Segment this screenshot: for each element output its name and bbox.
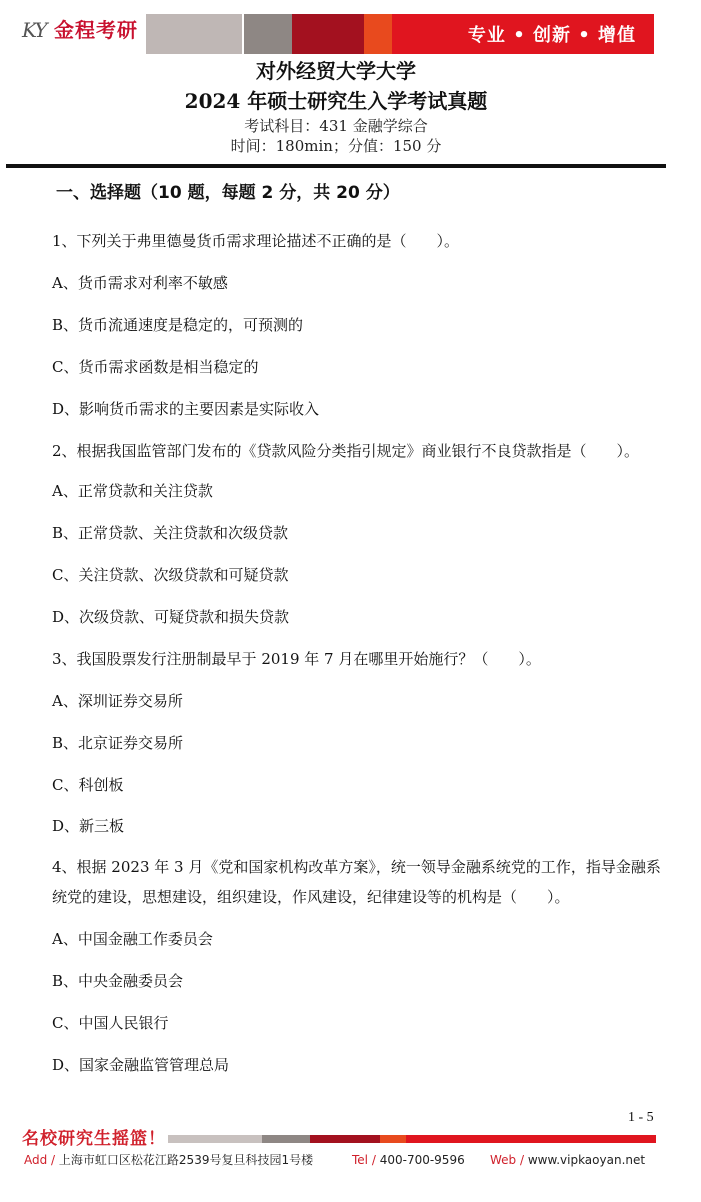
question-stem: 2、根据我国监管部门发布的《贷款风险分类指引规定》商业银行不良贷款指是（ ）。 bbox=[52, 442, 640, 460]
question-option: B、货币流通速度是稳定的，可预测的 bbox=[52, 316, 304, 334]
footer-phone bbox=[352, 1152, 465, 1168]
question-option: B、中央金融委员会 bbox=[52, 972, 184, 990]
question-stem: 3、我国股票发行注册制最早于 2019 年 7 月在哪里开始施行？（ ）。 bbox=[52, 650, 541, 668]
question-option: D、影响货币需求的主要因素是实际收入 bbox=[52, 400, 320, 418]
phone-label: Tel / bbox=[352, 1153, 376, 1167]
footer-bar-dark-gray bbox=[262, 1135, 310, 1143]
address-label: Add / bbox=[24, 1153, 56, 1167]
header-bar-gray bbox=[146, 14, 242, 54]
footer-address bbox=[24, 1152, 313, 1168]
website-label: Web / bbox=[490, 1153, 525, 1167]
exam-title: 2024 年硕士研究生入学考试真题 bbox=[184, 89, 488, 113]
footer-website bbox=[490, 1152, 645, 1168]
header-tagline: 专业 • 创新 • 增值 bbox=[467, 25, 636, 46]
header-divider bbox=[6, 164, 666, 168]
page-number: 1 - 5 bbox=[628, 1110, 654, 1125]
header-bar-dark-red bbox=[292, 14, 364, 54]
section-heading: 一、选择题（10 题，每题 2 分，共 20 分） bbox=[56, 183, 400, 203]
question-option: D、国家金融监管管理总局 bbox=[52, 1056, 230, 1074]
footer-bar-orange bbox=[380, 1135, 406, 1143]
question-option: A、正常贷款和关注贷款 bbox=[52, 482, 213, 500]
address-value: 上海市虹口区松花江路2539号复旦科技园1号楼 bbox=[58, 1153, 314, 1167]
question-option: C、关注贷款、次级贷款和可疑贷款 bbox=[52, 566, 289, 584]
logo-mark: KY bbox=[22, 18, 46, 42]
question-option: C、货币需求函数是相当稳定的 bbox=[52, 358, 259, 376]
logo-text: 金程考研 bbox=[54, 18, 138, 42]
header-bar-orange bbox=[364, 14, 392, 54]
header-bar-dark-gray bbox=[244, 14, 292, 54]
question-option: A、货币需求对利率不敏感 bbox=[52, 274, 228, 292]
question-stem: 1、下列关于弗里德曼货币需求理论描述不正确的是（ ）。 bbox=[52, 232, 460, 250]
question-option: D、次级贷款、可疑贷款和损失贷款 bbox=[52, 608, 290, 626]
footer-bar-red bbox=[406, 1135, 656, 1143]
footer-slogan: 名校研究生摇篮！ bbox=[22, 1129, 166, 1149]
footer-bar-dark-red bbox=[310, 1135, 380, 1143]
question-option: B、正常贷款、关注贷款和次级贷款 bbox=[52, 524, 289, 542]
exam-time-score: 时间：180min；分值：150 分 bbox=[230, 137, 442, 155]
question-option: C、科创板 bbox=[52, 776, 124, 794]
exam-school-title: 对外经贸大学大学 bbox=[256, 59, 416, 83]
footer-bar-gray bbox=[168, 1135, 262, 1143]
question-option: D、新三板 bbox=[52, 817, 125, 835]
question-stem: 4、根据 2023 年 3 月《党和国家机构改革方案》，统一领导金融系统党的工作，指导金融系统党的建设，思想建设，组织建设，作风建设，纪律建设等的机构是（ ）。 bbox=[52, 858, 661, 906]
exam-subject: 考试科目：431 金融学综合 bbox=[244, 117, 428, 135]
question-option: A、深圳证券交易所 bbox=[52, 692, 183, 710]
website-link[interactable]: www.vipkaoyan.net bbox=[527, 1153, 646, 1167]
phone-value: 400-700-9596 bbox=[379, 1153, 465, 1167]
question-option: B、北京证券交易所 bbox=[52, 734, 184, 752]
question-option: A、中国金融工作委员会 bbox=[52, 930, 213, 948]
question-option: C、中国人民银行 bbox=[52, 1014, 169, 1032]
